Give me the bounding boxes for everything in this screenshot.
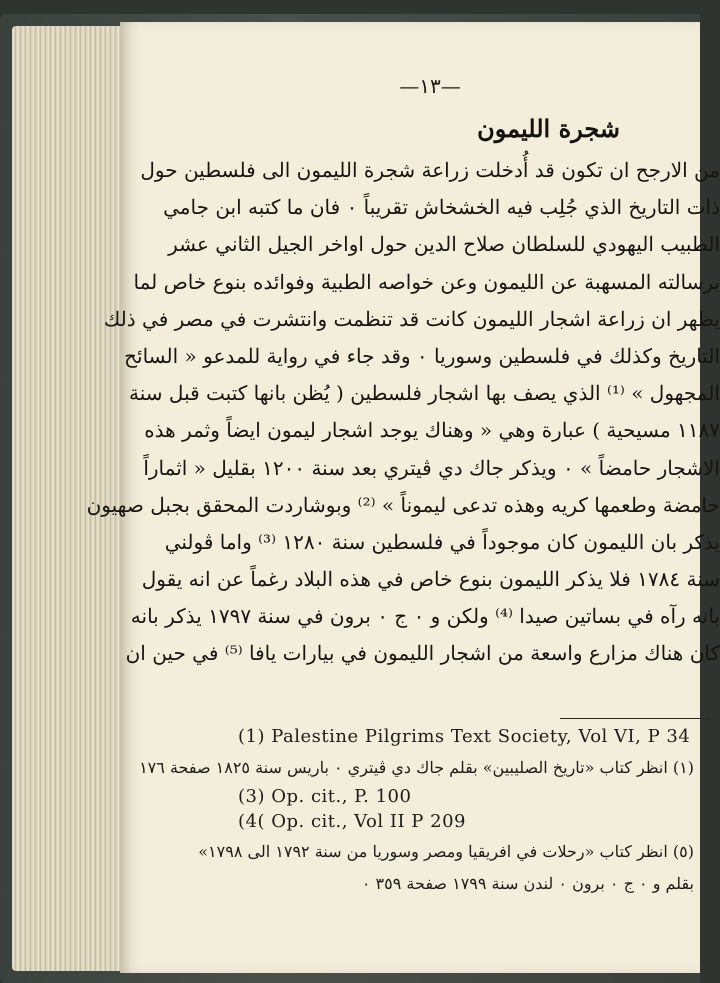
- page-number: —١٣—: [399, 74, 461, 98]
- text-line: حامضة وطعمها كريه وهذه تدعى ليموناً » ⁽²⁾ وبوشاردت المحقق بجبل صهيون: [86, 492, 720, 517]
- text-line: من الارجح ان تكون قد أُدخلت زراعة شجرة الليمون الى فلسطين حول: [140, 158, 720, 182]
- body-text: [86, 152, 720, 673]
- footnote-1-arabic: (١) انظر كتاب «تاريخ الصليبين» بقلم جاك دي ڤيتري ٠ باريس سنة ١٨٢٥ صفحة ١٧٦: [139, 758, 694, 777]
- text-line: يذكر بان الليمون كان موجوداً في فلسطين سنة ١٢٨٠ ⁽³⁾ واما ڤولني: [164, 529, 720, 554]
- footnote-5: (٥) انظر كتاب «رحلات في افريقيا ومصر وسوريا من سنة ١٧٩٢ الى ١٧٩٨»: [198, 842, 694, 861]
- footnote-5-continued: بقلم و ٠ ج ٠ برون ٠ لندن سنة ١٧٩٩ صفحة ٣٥٩ ٠: [361, 874, 694, 893]
- text-line: ذات التاريخ الذي جُلِب فيه الخشخاش تقريباً ٠ فان ما كتبه ابن جامي: [163, 195, 720, 220]
- text-line: يظهر ان زراعة اشجار الليمون كانت قد تنظمت وانتشرت في مصر في ذلك: [103, 306, 720, 331]
- footnote-3: (3) Op. cit., P. 100: [238, 786, 412, 807]
- text-line: الاشجار حامضاً » ٠ ويذكر جاك دي ڤيتري بعد سنة ١٢٠٠ بقليل « اثماراً: [143, 455, 720, 480]
- text-line: كان هناك مزارع واسعة من اشجار الليمون في بيارات يافا ⁽⁵⁾ في حين ان: [125, 641, 720, 666]
- text-line: المجهول » ⁽¹⁾ الذي يصف بها اشجار فلسطين ( يُظن بانها كتبت قبل سنة: [129, 381, 720, 406]
- footnote-1: (1) Palestine Pilgrims Text Society, Vol VI, P 34: [238, 726, 691, 747]
- text-line: الطبيب اليهودي للسلطان صلاح الدين حول اواخر الجيل الثاني عشر: [168, 232, 720, 257]
- footnote-divider: [560, 718, 710, 719]
- text-line: برسالته المسهبة عن الليمون وعن خواصه الطبية وفوائده بنوع خاص لما: [133, 269, 720, 294]
- text-line: سنة ١٧٨٤ فلا يذكر الليمون بنوع خاص في هذه البلاد رغماً عن انه يقول: [141, 567, 720, 592]
- text-line: ١١٨٧ مسيحية ) عبارة وهي « وهناك يوجد اشجار ليمون ايضاً وثمر هذه: [144, 418, 720, 443]
- footnote-4: (4( Op. cit., Vol II P 209: [238, 811, 466, 832]
- section-title: شجرة الليمون: [477, 114, 620, 143]
- text-line: التاريخ وكذلك في فلسطين وسوريا ٠ وقد جاء في رواية للمدعو « السائح: [124, 343, 720, 368]
- text-line: بانه رآه في بساتين صيدا ⁽⁴⁾ ولكن و ٠ ج ٠ برون في سنة ١٧٩٧ يذكر بانه: [130, 604, 720, 629]
